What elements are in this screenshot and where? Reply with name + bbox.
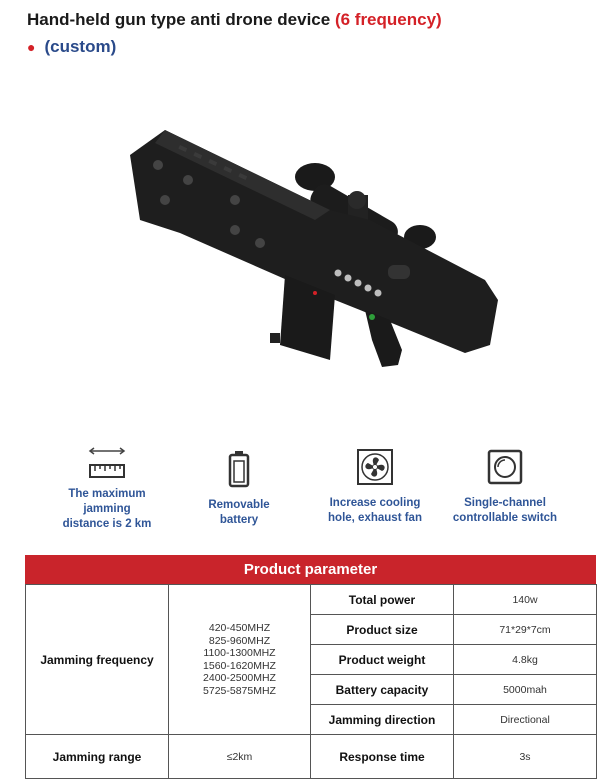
fan-icon — [355, 447, 395, 487]
subtitle-text: (custom) — [44, 37, 117, 56]
ruler-icon — [87, 443, 127, 483]
feature-label: Removable battery — [208, 499, 270, 526]
feature-switch — [445, 447, 565, 526]
bullet-icon: ● — [27, 39, 36, 55]
range-value: ≤2km — [169, 735, 311, 779]
freq-values — [169, 585, 311, 735]
feature-label: Single-channel controllable switch — [452, 497, 558, 524]
param-value: 140w — [454, 585, 597, 615]
param-value: Directional — [454, 705, 597, 735]
freq-label: Jamming frequency — [26, 585, 169, 735]
product-parameter-table — [25, 555, 596, 779]
table-row — [26, 735, 597, 779]
param-label: Battery capacity — [311, 675, 454, 705]
feature-label: Increase cooling hole, exhaust fan — [328, 497, 422, 524]
param-value: 5000mah — [454, 675, 597, 705]
param-value: 71*29*7cm — [454, 615, 597, 645]
param-label: Jamming direction — [311, 705, 454, 735]
switch-icon — [485, 447, 525, 487]
page-title — [27, 10, 442, 30]
feature-battery — [184, 449, 294, 528]
param-label: Product weight — [311, 645, 454, 675]
response-label: Response time — [311, 735, 454, 779]
anti-drone-gun-image — [120, 125, 500, 370]
param-label: Product size — [311, 615, 454, 645]
range-label: Jamming range — [26, 735, 169, 779]
feature-jamming-distance — [52, 443, 162, 532]
table-row — [26, 585, 597, 615]
title-accent: (6 frequency) — [334, 10, 442, 29]
response-value: 3s — [454, 735, 597, 779]
title-text: Hand-held gun type anti drone device — [27, 10, 331, 29]
param-value: 4.8kg — [454, 645, 597, 675]
freq-list: 420-450MHZ 825-960MHZ 1100-1300MHZ 1560-1620MHZ 2400-2500MHZ 5725-5875MHZ — [203, 622, 276, 697]
subtitle — [27, 37, 116, 57]
param-label: Total power — [311, 585, 454, 615]
table-header: Product parameter — [25, 555, 596, 584]
feature-label: The maximum jamming distance is 2 km — [62, 488, 152, 530]
battery-icon — [219, 449, 259, 489]
parameter-grid — [25, 584, 597, 779]
feature-cooling — [315, 447, 435, 526]
